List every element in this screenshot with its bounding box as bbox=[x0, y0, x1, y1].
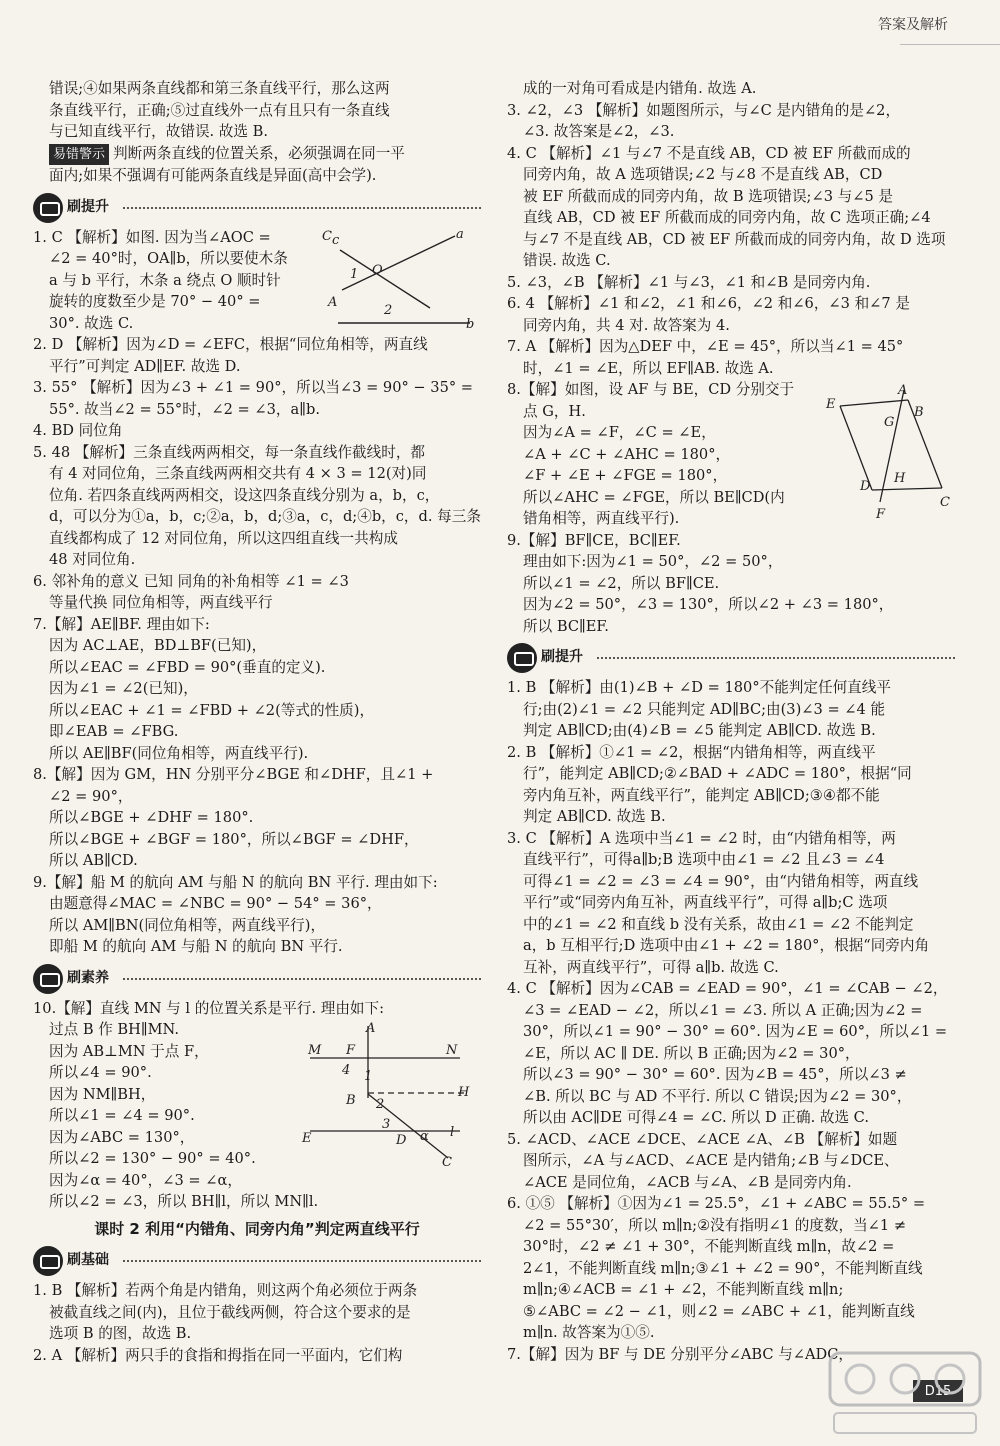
text-line: 与已知直线平行，故错误. 故选 B. bbox=[49, 123, 269, 140]
text-line: 中的∠1 = ∠2 和直线 b 没有关系，故由∠1 = ∠2 不能判定 bbox=[523, 915, 914, 933]
text-line: 判定 AB∥CD. 故选 B. bbox=[523, 808, 666, 825]
text-line: 48 对同位角. bbox=[49, 551, 136, 568]
text-line: ∠3. 故答案是∠2，∠3. bbox=[523, 123, 675, 140]
text-line: 1. C 【解析】如图. 因为当∠AOC = bbox=[33, 228, 271, 246]
figure-q10-diagram bbox=[300, 1018, 470, 1168]
badge-icon bbox=[33, 1246, 63, 1276]
text-line: 7.【解】因为 BF 与 DE 分别平分∠ABC 与∠ADC， bbox=[507, 1345, 854, 1363]
fig-label: l bbox=[450, 1125, 455, 1140]
text-line: 所以 AB∥CD. bbox=[49, 852, 138, 869]
text-line: 所以∠1 = ∠2，所以 BF∥CE. bbox=[523, 574, 720, 592]
text-line: 5. ∠ACD、∠ACE ∠DCE、∠ACE ∠A、∠B 【解析】如题 bbox=[507, 1130, 898, 1148]
fig-label: 1 bbox=[364, 1069, 373, 1084]
text-line: 所以∠EAC + ∠1 = ∠FBD + ∠2(等式的性质)， bbox=[49, 701, 375, 719]
section-badge bbox=[33, 966, 117, 992]
text-line: 2. D 【解析】因为∠D = ∠EFC，根据“同位角相等，两直线 bbox=[33, 336, 428, 353]
text-line: 4. C 【解析】因为∠CAB = ∠EAD = 90°，∠1 = ∠CAB − ∠2， bbox=[507, 980, 948, 997]
text-line: 条直线平行，正确;⑤过直线外一点有且只有一条直线 bbox=[49, 101, 390, 119]
text-line: 8.【解】因为 GM，HN 分别平分∠BGE 和∠DHF，且∠1 + bbox=[33, 766, 434, 783]
text-line: 因为∠1 = ∠2(已知)， bbox=[49, 680, 198, 697]
text-line: 7.【解】AE∥BF. 理由如下: bbox=[33, 615, 210, 633]
dotted-rule bbox=[123, 978, 481, 980]
text-line: 3. ∠2，∠3 【解析】如题图所示，与∠C 是内错角的是∠2， bbox=[507, 101, 901, 119]
text-line: 直线 AB，CD 被 EF 所截而成的同旁内角，故 C 选项正确;∠4 bbox=[523, 209, 931, 226]
text-line: 4. BD 同位角 bbox=[33, 422, 123, 439]
text-line: 有 4 对同位角，三条直线两两相交共有 4 × 3 = 12(对)同 bbox=[49, 465, 427, 482]
fig-label: M bbox=[308, 1043, 322, 1058]
text-line: 1. B 【解析】若两个角是内错角，则这两个角必须位于两条 bbox=[33, 1282, 418, 1299]
text-line: ∠ACE 是同位角，∠ACB 与∠A、∠B 是同旁内角. bbox=[523, 1173, 852, 1191]
text-line: 2. A 【解析】两只手的食指和拇指在同一平面内，它们构 bbox=[33, 1346, 403, 1364]
text-line: 7. A 【解析】因为△DEF 中，∠E = 45°，所以当∠1 = 45° bbox=[507, 338, 904, 355]
text-line: 行;由(2)∠1 = ∠2 只能判定 AD∥BC;由(3)∠3 = ∠4 能 bbox=[523, 700, 886, 718]
fig-label: G bbox=[884, 415, 895, 430]
figure-q8-diagram bbox=[822, 380, 962, 520]
text-line: 因为∠α = 40°，∠3 = ∠α， bbox=[49, 1171, 242, 1189]
fig-label: c bbox=[332, 233, 340, 248]
text-line: 即∠EAB = ∠FBG. bbox=[49, 723, 179, 740]
text-line: 理由如下:因为∠1 = 50°，∠2 = 50°， bbox=[523, 553, 783, 570]
text-line: a 与 b 平行，木条 a 绕点 O 顺时针 bbox=[49, 271, 281, 289]
badge-icon bbox=[33, 964, 63, 994]
text-line: 平行”或“同旁内角互补，两直线平行”，可得 a∥b;C 选项 bbox=[523, 894, 888, 911]
badge-icon bbox=[33, 193, 63, 223]
text-line: ∠2 = 40°时，OA∥b，所以要使木条 bbox=[49, 250, 288, 267]
text-line: 同旁内角，故 A 选项错误;∠2 与∠8 不是直线 AB，CD bbox=[523, 166, 883, 183]
text-line: 可得∠1 = ∠2 = ∠3 = ∠4 = 90°，由“内错角相等，两直线 bbox=[523, 872, 919, 890]
text-line: 因为∠A = ∠F，∠C = ∠E， bbox=[523, 424, 716, 441]
text-line: 6. 邻补角的意义 已知 同角的补角相等 ∠1 = ∠3 bbox=[33, 572, 349, 590]
text-line: 因为 AB⊥MN 于点 F， bbox=[49, 1042, 209, 1060]
text-line: 所以∠BGE + ∠BGF = 180°，所以∠BGF = ∠DHF， bbox=[49, 830, 419, 848]
text-line: 4. C 【解析】∠1 与∠7 不是直线 AB，CD 被 EF 所截而成的 bbox=[507, 144, 911, 162]
fig-label: F bbox=[876, 507, 886, 520]
text-line: 所以∠AHC = ∠FGE，所以 BE∥CD(内 bbox=[523, 488, 785, 506]
fig-label: C bbox=[442, 1155, 452, 1168]
text-line: 点 G，H. bbox=[523, 402, 586, 420]
text-line: 55°. 故当∠2 = 55°时，∠2 = ∠3，a∥b. bbox=[49, 400, 320, 418]
fig-label: B bbox=[346, 1093, 356, 1108]
text-line: 所以∠4 = 90°. bbox=[49, 1064, 152, 1081]
text-line: 30°，所以∠1 = 90° − 30° = 60°. 因为∠E = 60°，所以∠1 = bbox=[523, 1023, 948, 1040]
fig-label: D bbox=[860, 479, 871, 494]
text-line: 面内;如果不强调有可能两条直线是异面(高中会学). bbox=[49, 167, 377, 184]
text-line: 与∠7 不是直线 AB，CD 被 EF 所截而成的同旁内角，故 D 选项 bbox=[523, 230, 946, 248]
text-line: 9.【解】BF∥CE，BC∥EF. bbox=[507, 531, 681, 549]
text-line: d，可以分为①a，b，c;②a，b，d;③a，c，d;④b，c，d. 每三条 bbox=[49, 508, 481, 525]
text-line: 所以∠BGE + ∠DHF = 180°. bbox=[49, 809, 254, 826]
text-line: 即船 M 的航向 AM 与船 N 的航向 BN 平行. bbox=[49, 938, 343, 955]
fig-label: a bbox=[456, 228, 464, 242]
text-line: 同旁内角，共 4 对. 故答案为 4. bbox=[523, 316, 730, 334]
text-line: ∠B. 所以 BC 与 AD 不平行. 所以 C 错误;因为∠2 = 30°， bbox=[523, 1087, 912, 1105]
fig-label: 3 bbox=[382, 1117, 391, 1132]
text-line: 1. B 【解析】由(1)∠B + ∠D = 180°不能判定任何直线平 bbox=[507, 679, 891, 696]
text-line: 所以 BC∥EF. bbox=[523, 617, 609, 635]
text-line: 判定 AB∥CD;由(4)∠B = ∠5 能判定 AB∥CD. 故选 B. bbox=[523, 722, 876, 739]
text-line: 9.【解】船 M 的航向 AM 与船 N 的航向 BN 平行. 理由如下: bbox=[33, 873, 438, 891]
text-line: 成的一对角可看成是内错角. 故选 A. bbox=[523, 80, 757, 97]
text-line: 6. ①⑤ 【解析】①因为∠1 = 25.5°，∠1 + ∠ABC = 55.5° = bbox=[507, 1195, 926, 1212]
fig-label: 2 bbox=[376, 1097, 385, 1112]
section-banner bbox=[33, 195, 481, 221]
text-line: 被 EF 所截而成的同旁内角，故 B 选项错误;∠3 与∠5 是 bbox=[523, 187, 893, 205]
fig-label: α bbox=[420, 1129, 429, 1144]
section-title: 刷提升 bbox=[67, 198, 109, 215]
dotted-rule bbox=[123, 1260, 481, 1262]
section-banner bbox=[33, 1248, 481, 1274]
fig-label: E bbox=[302, 1131, 312, 1146]
fig-label: A bbox=[328, 295, 338, 310]
figure-q1-diagram bbox=[320, 228, 480, 338]
text-line: 过点 B 作 BH∥MN. bbox=[49, 1021, 180, 1038]
tip-label: 易错警示 bbox=[49, 144, 109, 166]
text-line: 2. B 【解析】①∠1 = ∠2，根据“内错角相等，两直线平 bbox=[507, 743, 876, 761]
text-line: ∠E，所以 AC ∥ DE. 所以 B 正确;因为∠2 = 30°， bbox=[523, 1044, 860, 1062]
fig-label: 1 bbox=[350, 267, 359, 282]
section-title: 刷提升 bbox=[541, 649, 583, 666]
badge-icon bbox=[507, 643, 537, 673]
fig-label: H bbox=[458, 1085, 470, 1100]
text-line: 旁内角互补，两直线平行”，能判定 AB∥CD;③④都不能 bbox=[523, 786, 880, 804]
text-line: 5. ∠3，∠B 【解析】∠1 与∠3，∠1 和∠B 是同旁内角. bbox=[507, 273, 871, 291]
text-line: 图所示，∠A 与∠ACD、∠ACE 是内错角;∠B 与∠DCE、 bbox=[523, 1152, 899, 1169]
text-line: ∠2 = 90°， bbox=[49, 787, 133, 805]
text-line: 错误. 故选 C. bbox=[523, 252, 611, 269]
text-line: 所以由 AC∥DE 可得∠4 = ∠C. 所以 D 正确. 故选 C. bbox=[523, 1109, 869, 1126]
fig-label: A bbox=[898, 383, 908, 398]
text-line: 被截直线之间(内)，且位于截线两侧，符合这个要求的是 bbox=[49, 1303, 411, 1321]
fig-label: 4 bbox=[342, 1063, 351, 1078]
text-line: 30°时，∠2 ≠ ∠1 + 30°，不能判断直线 m∥n，故∠2 = bbox=[523, 1238, 895, 1255]
text-line: 位角. 若四条直线两两相交，设这四条直线分别为 a，b，c， bbox=[49, 486, 440, 504]
fig-label: H bbox=[894, 471, 906, 486]
text-line: 所以∠3 = 90° − 30° = 60°. 因为∠B = 45°，所以∠3 ≠ bbox=[523, 1066, 907, 1083]
text-line: m∥n;④∠ACB = ∠1 + ∠2，不能判断直线 m∥n; bbox=[523, 1281, 844, 1298]
text-line: 所以 AM∥BN(同位角相等，两直线平行)， bbox=[49, 916, 326, 934]
fig-label: B bbox=[914, 405, 924, 420]
dotted-rule bbox=[597, 657, 955, 659]
text-line: 时，∠1 = ∠E，所以 EF∥AB. 故选 A. bbox=[523, 359, 774, 377]
text-line: 2∠1，不能判断直线 m∥n;③∠1 + ∠2 = 90°，不能判断直线 bbox=[523, 1259, 923, 1277]
text-line: 平行”可判定 AD∥EF. 故选 D. bbox=[49, 357, 241, 375]
text-line: 直线平行”，可得a∥b;B 选项中由∠1 = ∠2 且∠3 = ∠4 bbox=[523, 851, 885, 868]
text-line: 旋转的度数至少是 70° − 40° = bbox=[49, 293, 261, 310]
section-banner bbox=[507, 645, 955, 671]
text-line: 因为 NM∥BH， bbox=[49, 1085, 156, 1103]
section-badge bbox=[33, 1248, 117, 1274]
text-line: 直线都构成了 12 对同位角，所以这四组直线一共构成 bbox=[49, 529, 398, 547]
fig-label: A bbox=[366, 1021, 376, 1036]
text-line: 所以∠1 = ∠4 = 90°. bbox=[49, 1107, 195, 1124]
text-line: 判断两条直线的位置关系，必须强调在同一平 bbox=[113, 144, 405, 162]
page-header: 答案及解析 bbox=[878, 17, 948, 33]
watermark-logo bbox=[820, 1345, 990, 1440]
text-line: ∠2 = 55°30′，所以 m∥n;②没有指明∠1 的度数，当∠1 ≠ bbox=[523, 1216, 907, 1234]
fig-label: N bbox=[446, 1043, 458, 1058]
text-line: 所以∠2 = ∠3，所以 BH∥l，所以 MN∥l. bbox=[49, 1193, 319, 1210]
fig-label: D bbox=[396, 1133, 407, 1148]
fig-label: O bbox=[372, 263, 383, 278]
text-line: 因为 AC⊥AE，BD⊥BF(已知)， bbox=[49, 637, 267, 654]
fig-label: 2 bbox=[384, 303, 393, 318]
text-line: 由题意得∠MAC = ∠NBC = 90° − 54° = 36°， bbox=[49, 895, 382, 912]
fig-label: F bbox=[346, 1043, 356, 1058]
text-line: 10.【解】直线 MN 与 l 的位置关系是平行. 理由如下: bbox=[33, 999, 385, 1017]
text-line: ∠A + ∠C + ∠AHC = 180°， bbox=[523, 445, 731, 463]
section-badge bbox=[33, 195, 117, 221]
text-line: 5. 48 【解析】三条直线两两相交，每一条直线作截线时，都 bbox=[33, 443, 426, 461]
text-line: 6. 4 【解析】∠1 和∠2，∠1 和∠6，∠2 和∠6，∠3 和∠7 是 bbox=[507, 295, 910, 312]
text-line: 3. C 【解析】A 选项中当∠1 = ∠2 时，由“内错角相等，两 bbox=[507, 829, 896, 847]
text-line: 互补，两直线平行”，可得 a∥b. 故选 C. bbox=[523, 958, 779, 976]
right-column bbox=[507, 78, 955, 1365]
text-line: 等量代换 同位角相等，两直线平行 bbox=[49, 594, 273, 611]
text-line: ⑤∠ABC = ∠2 − ∠1，则∠2 = ∠ABC + ∠1，能判断直线 bbox=[523, 1302, 915, 1320]
header-divider bbox=[900, 44, 1000, 45]
fig-label: b bbox=[466, 317, 475, 332]
text-line: 错角相等，两直线平行). bbox=[523, 510, 680, 527]
text-line: ∠F + ∠E + ∠FGE = 180°， bbox=[523, 467, 728, 484]
fig-label: E bbox=[826, 397, 836, 412]
fig-label: C bbox=[322, 229, 332, 244]
text-line: 8.【解】如图，设 AF 与 BE，CD 分别交于 bbox=[507, 381, 795, 398]
page-number: D15 bbox=[913, 1380, 963, 1402]
text-line: 3. 55° 【解析】因为∠3 + ∠1 = 90°，所以当∠3 = 90° − 35° = bbox=[33, 379, 474, 396]
text-line: 所以∠2 = 130° − 90° = 40°. bbox=[49, 1150, 256, 1167]
section-title: 刷素养 bbox=[67, 969, 109, 986]
text-line: 选项 B 的图，故选 B. bbox=[49, 1325, 192, 1342]
text-line: 因为∠ABC = 130°， bbox=[49, 1128, 195, 1146]
text-line: 30°. 故选 C. bbox=[49, 314, 134, 332]
text-line: a，b 互相平行;D 选项中由∠1 + ∠2 = 180°，根据“同旁内角 bbox=[523, 937, 930, 954]
dotted-rule bbox=[123, 207, 481, 209]
text-line: ∠3 = ∠EAD − ∠2，所以∠1 = ∠3. 所以 A 正确;因为∠2 = bbox=[523, 1001, 923, 1019]
section-title: 刷基础 bbox=[67, 1252, 109, 1269]
text-line: 所以 AE∥BF(同位角相等，两直线平行). bbox=[49, 744, 309, 762]
text-line: 行”，能判定 AB∥CD;②∠BAD + ∠ADC = 180°，根据“同 bbox=[523, 765, 912, 782]
text-line: 所以∠EAC = ∠FBD = 90°(垂直的定义). bbox=[49, 658, 326, 676]
text-line: m∥n. 故答案为①⑤. bbox=[523, 1324, 655, 1341]
section-badge bbox=[507, 645, 591, 671]
text-line: 错误;④如果两条直线都和第三条直线平行，那么这两 bbox=[49, 80, 390, 97]
text-line: 因为∠2 = 50°，∠3 = 130°，所以∠2 + ∠3 = 180°， bbox=[523, 596, 894, 613]
tip-paragraph bbox=[33, 143, 481, 166]
section-banner bbox=[33, 966, 481, 992]
lesson-title: 课时 2 利用“内错角、同旁内角”判定两直线平行 bbox=[94, 1219, 420, 1238]
fig-label: C bbox=[940, 495, 950, 510]
